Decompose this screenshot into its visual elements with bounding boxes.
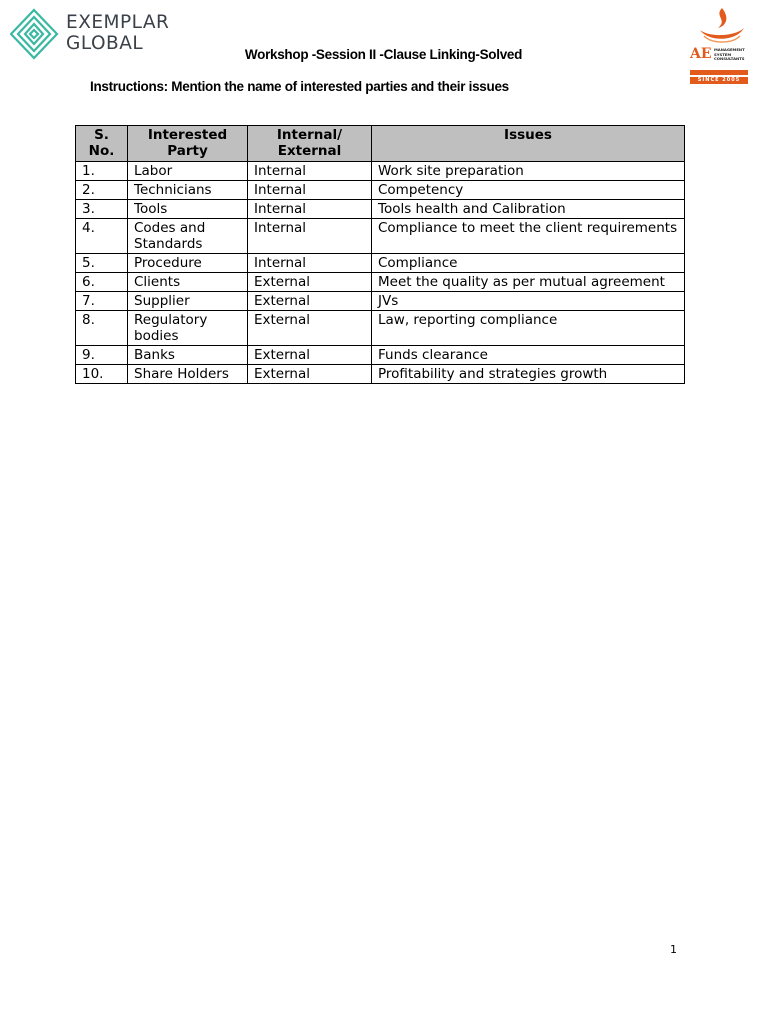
cell-type: Internal <box>248 219 372 254</box>
table-row <box>76 254 685 273</box>
cell-sno: 6. <box>76 273 128 292</box>
header-internal-external: Internal/ External <box>248 126 372 162</box>
cell-sno: 3. <box>76 200 128 219</box>
header-interested-party: Interested Party <box>128 126 248 162</box>
cell-party: Clients <box>128 273 248 292</box>
table-row <box>76 219 685 254</box>
ae-line-1: MANAGEMENT <box>714 47 745 52</box>
flame-icon <box>692 6 748 46</box>
ae-monogram: AE <box>690 46 712 62</box>
cell-sno: 8. <box>76 311 128 346</box>
cell-party: Procedure <box>128 254 248 273</box>
table-row <box>76 311 685 346</box>
header-sno: S. No. <box>76 126 128 162</box>
cell-party: Technicians <box>128 181 248 200</box>
cell-type: Internal <box>248 181 372 200</box>
ae-consultants-logo <box>686 6 752 86</box>
cell-issue: Meet the quality as per mutual agreement <box>372 273 685 292</box>
cell-sno: 4. <box>76 219 128 254</box>
cell-sno: 9. <box>76 346 128 365</box>
page-number: 1 <box>670 943 677 956</box>
exemplar-line-1: EXEMPLAR <box>66 12 170 33</box>
cell-issue: Work site preparation <box>372 162 685 181</box>
cell-issue: Funds clearance <box>372 346 685 365</box>
cell-type: External <box>248 346 372 365</box>
cell-party: Share Holders <box>128 365 248 384</box>
cell-sno: 5. <box>76 254 128 273</box>
ae-divider-bar <box>690 70 748 75</box>
table-row <box>76 292 685 311</box>
cell-type: External <box>248 273 372 292</box>
cell-party: Regulatory bodies <box>128 311 248 346</box>
instructions-text: Instructions: Mention the name of interested parties and their issues <box>90 79 509 94</box>
page-title-text: Workshop -Session II -Clause Linking-Solved <box>244 47 523 62</box>
cell-issue: JVs <box>372 292 685 311</box>
cell-issue: Compliance to meet the client requirements <box>372 219 685 254</box>
cell-type: External <box>248 292 372 311</box>
table-row <box>76 273 685 292</box>
page-title <box>0 47 768 62</box>
table-row <box>76 162 685 181</box>
cell-type: Internal <box>248 162 372 181</box>
cell-issue: Tools health and Calibration <box>372 200 685 219</box>
table-row <box>76 365 685 384</box>
cell-sno: 10. <box>76 365 128 384</box>
cell-type: Internal <box>248 254 372 273</box>
cell-issue: Compliance <box>372 254 685 273</box>
cell-type: External <box>248 365 372 384</box>
exemplar-line-2: GLOBAL <box>66 33 144 54</box>
cell-party: Labor <box>128 162 248 181</box>
table-row <box>76 181 685 200</box>
cell-party: Codes and Standards <box>128 219 248 254</box>
cell-sno: 1. <box>76 162 128 181</box>
cell-party: Supplier <box>128 292 248 311</box>
ae-line-3: CONSULTANTS <box>714 56 745 62</box>
cell-party: Tools <box>128 200 248 219</box>
header-issues: Issues <box>372 126 685 162</box>
ae-line-2: SYSTEM <box>714 51 732 57</box>
ae-since-badge: SINCE 2005 <box>690 77 748 84</box>
table-header-row <box>76 126 685 162</box>
cell-type: Internal <box>248 200 372 219</box>
cell-sno: 7. <box>76 292 128 311</box>
cell-issue: Competency <box>372 181 685 200</box>
table-row <box>76 200 685 219</box>
cell-issue: Law, reporting compliance <box>372 311 685 346</box>
cell-party: Banks <box>128 346 248 365</box>
cell-issue: Profitability and strategies growth <box>372 365 685 384</box>
table-row <box>76 346 685 365</box>
cell-sno: 2. <box>76 181 128 200</box>
cell-type: External <box>248 311 372 346</box>
interested-parties-table <box>75 125 685 384</box>
